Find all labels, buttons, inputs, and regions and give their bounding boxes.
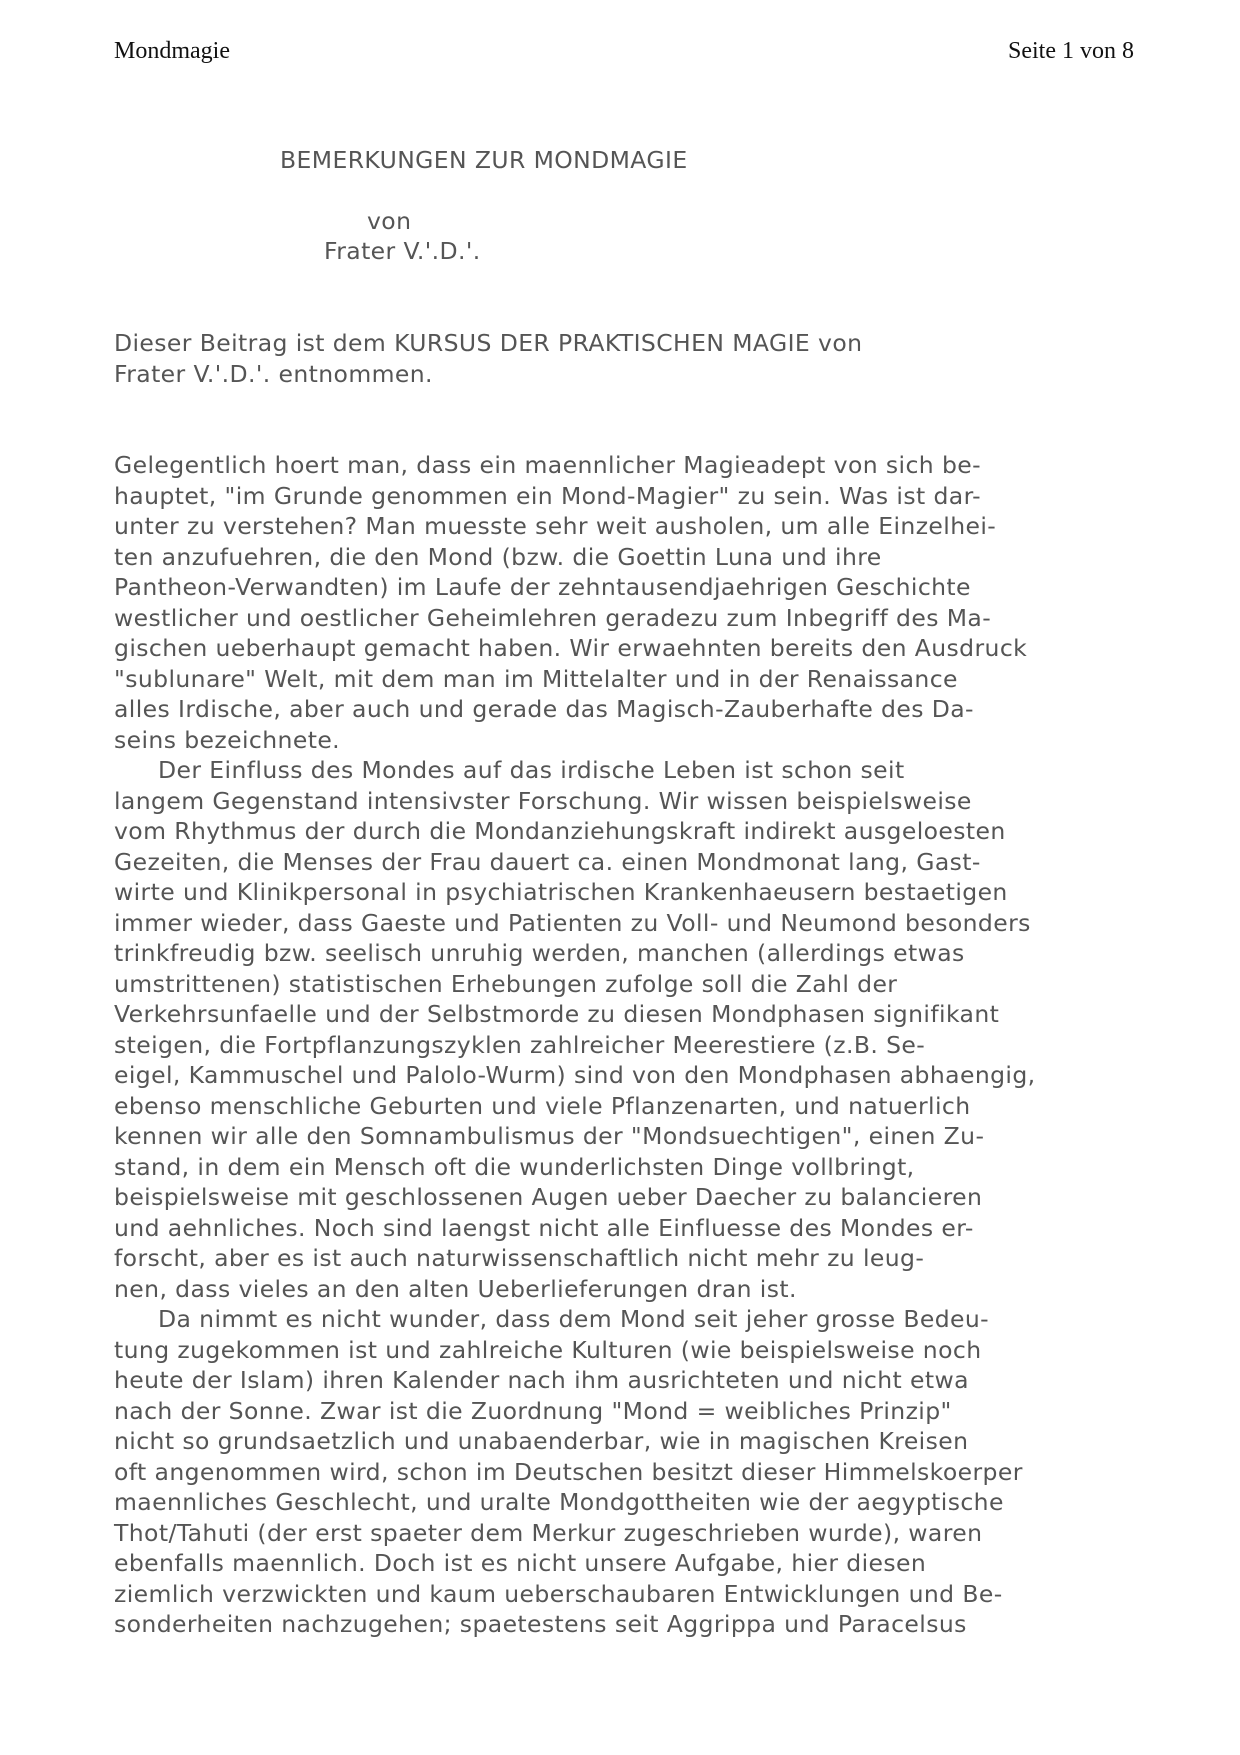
text-line: wirte und Klinikpersonal in psychiatrischen Krankenhaeusern bestaetigen [114,878,1008,906]
text-line: Verkehrsunfaelle und der Selbstmorde zu diesen Mondphasen signifikant [114,1000,1000,1028]
text-line: maennliches Geschlecht, und uralte Mondgottheiten wie der aegyptische [114,1488,1004,1516]
text-line: heute der Islam) ihren Kalender nach ihm ausrichteten und nicht etwa [114,1366,969,1394]
text-line: unter zu verstehen? Man muesste sehr weit ausholen, um alle Einzelhei- [114,512,997,540]
text-line: trinkfreudig bzw. seelisch unruhig werden, manchen (allerdings etwas [114,939,965,967]
text-line: Frater V.'.D.'. entnommen. [114,359,433,388]
text-line: seins bezeichnete. [114,725,341,754]
byline-author: Frater V.'.D.'. [324,237,481,265]
text-line: forscht, aber es ist auch naturwissenschaftlich nicht mehr zu leug- [114,1244,925,1272]
text-line: Pantheon-Verwandten) im Laufe der zehntausendjaehrigen Geschichte [114,573,971,601]
text-line: nicht so grundsaetzlich und unabaenderbar, wie in magischen Kreisen [114,1427,969,1455]
text-line: sonderheiten nachzugehen; spaetestens seit Aggrippa und Paracelsus [114,1610,967,1638]
text-line: westlicher und oestlicher Geheimlehren geradezu zum Inbegriff des Ma- [114,603,992,632]
text-line: nen, dass vieles an den alten Ueberlieferungen dran ist. [114,1274,797,1303]
text-line: tung zugekommen ist und zahlreiche Kulturen (wie beispielsweise noch [114,1335,982,1364]
text-line: Dieser Beitrag ist dem KURSUS DER PRAKTISCHEN MAGIE von [114,329,863,357]
text-line: gischen ueberhaupt gemacht haben. Wir erwaehnten bereits den Ausdruck [114,634,1028,662]
text-line: Gezeiten, die Menses der Frau dauert ca. einen Mondmonat lang, Gast- [114,847,981,876]
body-text [114,450,1124,1640]
text-line: eigel, Kammuschel und Palolo-Wurm) sind von den Mondphasen abhaengig, [114,1061,1036,1089]
text-line: hauptet, "im Grunde genommen ein Mond-Magier" zu sein. Was ist dar- [114,481,982,510]
text-line: ebenfalls maennlich. Doch ist es nicht unsere Aufgabe, hier diesen [114,1549,927,1577]
text-line: "sublunare" Welt, mit dem man im Mittelalter und in der Renaissance [114,664,958,693]
text-line: alles Irdische, aber auch und gerade das Magisch-Zauberhafte des Da- [114,695,974,723]
page-number: Seite 1 von 8 [1008,38,1134,64]
text-line: vom Rhythmus der durch die Mondanziehungskraft indirekt ausgeloesten [114,817,1006,845]
running-header-title: Mondmagie [114,38,230,64]
text-line: Der Einfluss des Mondes auf das irdische Leben ist schon seit [158,756,905,784]
text-line: immer wieder, dass Gaeste und Patienten zu Voll- und Neumond besonders [114,908,1031,937]
text-line: umstrittenen) statistischen Erhebungen zufolge soll die Zahl der [114,969,898,998]
intro-paragraph [114,328,1124,389]
text-line: ten anzufuehren, die den Mond (bzw. die Goettin Luna und ihre [114,542,882,571]
text-line: Thot/Tahuti (der erst spaeter dem Merkur zugeschrieben wurde), waren [114,1518,983,1547]
text-line: kennen wir alle den Somnambulismus der "Mondsuechtigen", einen Zu- [114,1122,985,1150]
text-line: stand, in dem ein Mensch oft die wunderlichsten Dinge vollbringt, [114,1152,915,1181]
text-line: langem Gegenstand intensivster Forschung. Wir wissen beispielsweise [114,786,972,815]
text-line: ebenso menschliche Geburten und viele Pflanzenarten, und natuerlich [114,1091,971,1120]
text-line: beispielsweise mit geschlossenen Augen ueber Daecher zu balancieren [114,1183,983,1211]
text-line: und aehnliches. Noch sind laengst nicht alle Einfluesse des Mondes er- [114,1213,974,1242]
document-title: BEMERKUNGEN ZUR MONDMAGIE [280,146,688,174]
text-line: oft angenommen wird, schon im Deutschen besitzt dieser Himmelskoerper [114,1457,1023,1486]
text-line: Da nimmt es nicht wunder, dass dem Mond seit jeher grosse Bedeu- [158,1305,990,1333]
text-line: Gelegentlich hoert man, dass ein maennlicher Magieadept von sich be- [114,451,982,479]
text-line: nach der Sonne. Zwar ist die Zuordnung "Mond = weibliches Prinzip" [114,1396,952,1425]
byline-von: von [367,207,412,235]
text-line: ziemlich verzwickten und kaum ueberschaubaren Entwicklungen und Be- [114,1579,1003,1608]
text-line: steigen, die Fortpflanzungszyklen zahlreicher Meerestiere (z.B. Se- [114,1030,926,1059]
